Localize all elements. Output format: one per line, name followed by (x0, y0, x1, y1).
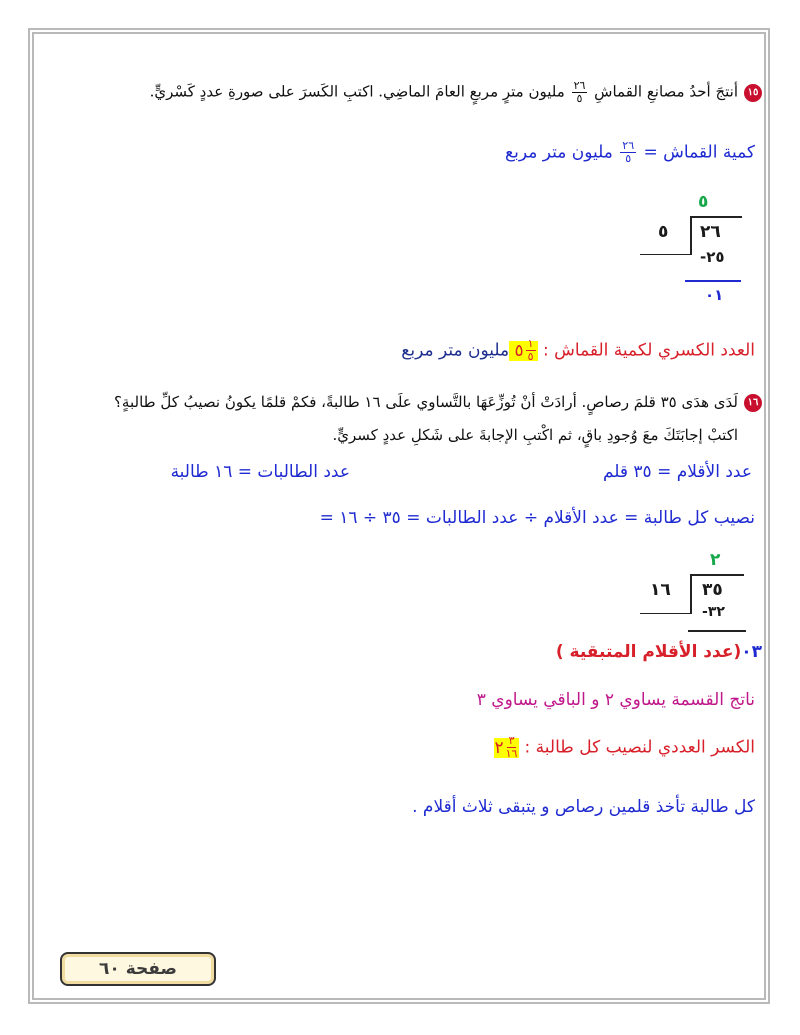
fraction: $\frac{٢٦}{٥}$ (573, 79, 586, 105)
page-number-label: صفحة ٦٠ (60, 952, 216, 986)
quotient-remainder-line: ناتج القسمة يساوي ٢ و الباقي يساوي ٣ (476, 690, 755, 710)
highlighted-mixed-number: $\frac{١}{٥}$ ٥ (509, 341, 537, 361)
answer-16-fraction: الكسر العددي لنصيب كل طالبة : $\frac{٣}{١٦}$ ٢ (494, 734, 755, 760)
question-number-badge: ١٥ (744, 84, 762, 102)
students-count: عدد الطالبات = ١٦ طالبة (170, 462, 350, 482)
dividend: ٣٥ (702, 580, 723, 600)
question-16: ١٦لَدَى هدَى ٣٥ قلمَ رصاصٍ. أرادَتْ أنْ تُوزِّعَهَا بالتَّساوي علَى ١٦ طالبةً، فكمْ قلمًا يكونُ نصيبُ كلِّ طالبةٍ؟ (114, 393, 762, 412)
conclusion: كل طالبة تأخذ قلمين رصاص و يتبقى ثلاث أقلام . (412, 797, 755, 817)
answer-15-quantity: كمية القماش = $\frac{٢٦}{٥}$ مليون متر مربع (505, 139, 755, 165)
subtracted: ٣٢- (702, 604, 725, 620)
divisor: ٥ (658, 222, 669, 242)
highlighted-mixed-number: $\frac{٣}{١٦}$ ٢ (494, 734, 518, 760)
worksheet-page: ١٥أنتجَ أحدُ مصانعِ القماشِ $\frac{٢٦}{٥}$ مليون مترٍ مربعٍ العامَ الماضِي. اكتبِ الكَسرَ على صورةِ عددٍ كَسْريٍّ. كمية القماش = $\frac{٢٦}{٥}$ مليون متر مربع ٥ ٢٦ ٥ ٢٥- ٠١ العدد الكسري لكمية القماش : $\frac{١}{٥}$ ٥ مليون متر مربع ١٦لَدَى هدَى ٣٥ قلمَ رصاصٍ. أرادَتْ أنْ تُوزِّعَهَا بالتَّساوي علَى ١٦ طالبةً، فكمْ قلمًا يكونُ نصيبُ كلِّ طالبةٍ؟ اكتبْ إجابَتَكَ معَ وُجودِ باقٍ، ثم اكْتبِ الإجابةَ على شَكلِ عددٍ كسريٍّ. عدد الأقلام = ٣٥ قلم عدد الطالبات = ١٦ طالبة نصيب كل طالبة = عدد الأقلام ÷ عدد الطالبات = ٣٥ ÷ ١٦ = ٢ ٣٥ ١٦ ٣٢- ٠٣(عدد الأقلام المتبقية ) ناتج القسمة يساوي ٢ و الباقي يساوي ٣ الكسر العددي لنصيب كل طالبة : $\frac{٣}{١٦}$ ٢ كل طالبة تأخذ قلمين رصاص و يتبقى ثلاث أقلام . (113, 79, 762, 817)
question-number-badge: ١٦ (744, 394, 762, 412)
fraction: $\frac{٢٦}{٥}$ (622, 139, 635, 165)
remainder: ٠١ (705, 286, 724, 304)
divisor: ١٦ (650, 580, 671, 600)
question-16-instructions: اكتبْ إجابَتَكَ معَ وُجودِ باقٍ، ثم اكْتبِ الإجابةَ على شَكلِ عددٍ كسريٍّ. (332, 426, 738, 444)
subtracted: ٢٥- (700, 248, 725, 266)
question-15: ١٥أنتجَ أحدُ مصانعِ القماشِ $\frac{٢٦}{٥}$ مليون مترٍ مربعٍ العامَ الماضِي. اكتبِ الكَسرَ على صورةِ عددٍ كَسْريٍّ. (150, 80, 762, 105)
answer-15-result: العدد الكسري لكمية القماش : $\frac{١}{٥}$ ٥ مليون متر مربع (401, 337, 755, 363)
remainder: ٠٣ (741, 642, 762, 662)
remainder-note: (عدد الأقلام المتبقية ) (555, 642, 742, 662)
share-formula: نصيب كل طالبة = عدد الأقلام ÷ عدد الطالبات = ٣٥ ÷ ١٦ = (319, 508, 755, 528)
dividend: ٢٦ (700, 222, 721, 242)
pencils-count: عدد الأقلام = ٣٥ قلم (602, 462, 752, 482)
